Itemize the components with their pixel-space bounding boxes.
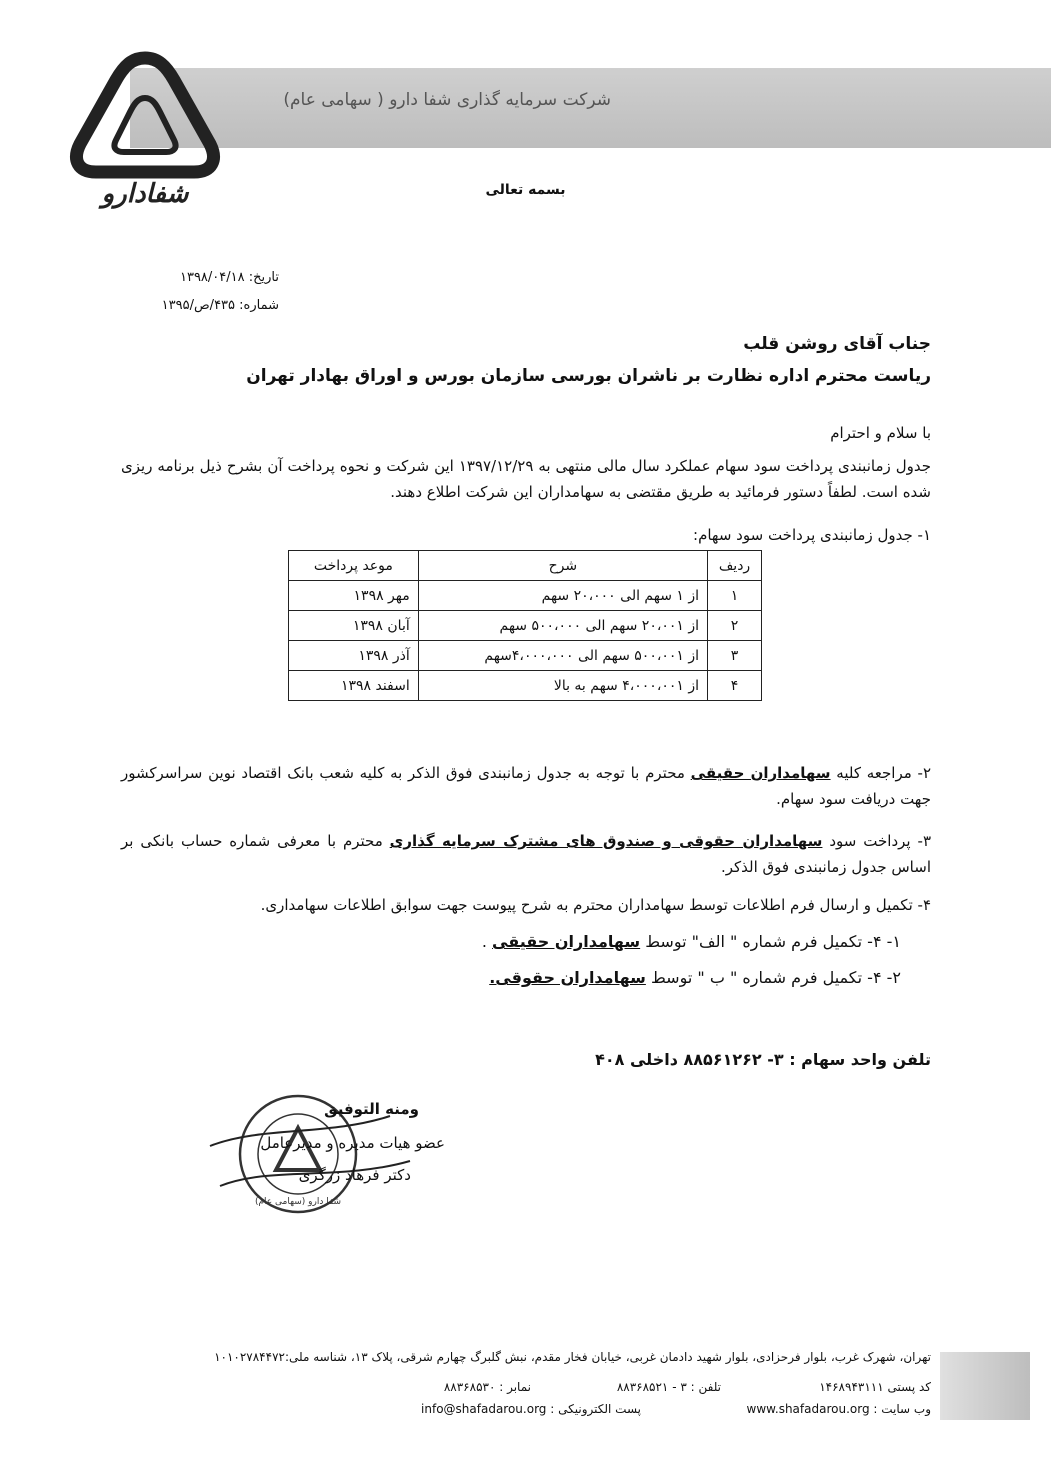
item-2 bbox=[121, 760, 931, 812]
item-3 bbox=[121, 828, 931, 880]
item-4-1-end: . bbox=[481, 932, 493, 951]
item-4-2-text: ۲- ۴- تکمیل فرم شماره " ب " توسط bbox=[645, 968, 901, 987]
number-label: شماره: bbox=[239, 298, 279, 313]
item-3-emphasis: سهامداران حقوقی و صندوق های مشترک سرمایه گذاری bbox=[389, 832, 823, 850]
recipient-name: جناب آقای روشن قلب bbox=[743, 334, 931, 354]
closing-phrase: ومنه التوفيق bbox=[324, 1100, 419, 1118]
table-row bbox=[289, 611, 762, 641]
email-link[interactable]: info@shafadarou.org bbox=[421, 1402, 547, 1416]
row-date: آبان ۱۳۹۸ bbox=[289, 611, 419, 641]
row-description: از ۵۰۰،۰۰۱ سهم الی ۴،۰۰۰،۰۰۰سهم bbox=[418, 641, 707, 671]
item-4-1-emphasis: سهامداران حقیقی bbox=[492, 932, 641, 951]
postal-label: کد پستی bbox=[887, 1380, 931, 1394]
header-description: شرح bbox=[418, 551, 707, 581]
row-date: اسفند ۱۳۹۸ bbox=[289, 671, 419, 701]
email-label: پست الکترونیکی : bbox=[550, 1402, 641, 1416]
website-link[interactable]: www.shafadarou.org bbox=[746, 1402, 870, 1416]
footer-postal bbox=[819, 1380, 931, 1394]
row-description: از ۴،۰۰۰،۰۰۱ سهم به بالا bbox=[418, 671, 707, 701]
item-4-2-emphasis: سهامداران حقوقی. bbox=[489, 968, 646, 987]
signatory-name: دکتر فرهاد زرگری bbox=[298, 1166, 411, 1184]
row-date: مهر ۱۳۹۸ bbox=[289, 581, 419, 611]
row-num: ۱ bbox=[708, 581, 762, 611]
row-description: از ۲۰،۰۰۱ سهم الی ۵۰۰،۰۰۰ سهم bbox=[418, 611, 707, 641]
intro-paragraph: جدول زمانبندی پرداخت سود سهام عملکرد سال مالی منتهی به ۱۳۹۷/۱۲/۲۹ این شرکت و نحوه پرداخت آن بشرح ذیل برنامه ریزی شده است. لطفاً دستور فرمائید به طریق مقتضی به سهامداران این شرکت اطلاع دهند. bbox=[121, 457, 931, 501]
table-row bbox=[289, 641, 762, 671]
item-4-1-text: ۱- ۴- تکمیل فرم شماره " الف" توسط bbox=[640, 932, 901, 951]
dividend-schedule-table bbox=[288, 550, 762, 701]
row-num: ۲ bbox=[708, 611, 762, 641]
footer-address: تهران، شهرک غرب، بلوار فرحزادی، بلوار شهید دادمان غربی، خیابان فخار مقدم، نبش گلبرگ چهارم شرقی، پلاک ۱۳، شناسه ملی:۱۰۱۰۲۷۸۴۴۷۲ bbox=[214, 1350, 931, 1364]
item-2-emphasis: سهامداران حقیقی bbox=[690, 764, 831, 782]
postal-value: ۱۴۶۸۹۴۳۱۱۱ bbox=[819, 1380, 884, 1394]
footer-website bbox=[747, 1402, 931, 1416]
phone-value: ۳ - ۸۸۳۶۸۵۲۱ bbox=[616, 1380, 687, 1394]
fax-label: نمابر : bbox=[499, 1380, 531, 1394]
item-3-text: ۳- پرداخت سود bbox=[822, 832, 931, 850]
item-4-1 bbox=[482, 932, 901, 951]
date-value: ۱۳۹۸/۰۴/۱۸ bbox=[179, 270, 245, 285]
signatory-title: عضو هیات مدیره و مدیرعامل bbox=[260, 1134, 445, 1152]
logo-text: شفادارو bbox=[101, 179, 189, 209]
row-num: ۴ bbox=[708, 671, 762, 701]
phone-label: تلفن : bbox=[690, 1380, 721, 1394]
footer-phone bbox=[617, 1380, 721, 1394]
item-2-text-rest: محترم با توجه به جدول زمانبندی فوق الذکر به کلیه شعب بانک اقتصاد نوین سراسرکشور جهت دریافت سود سهام. bbox=[121, 764, 931, 808]
table-row bbox=[289, 671, 762, 701]
greeting: با سلام و احترام bbox=[830, 424, 931, 442]
table-row bbox=[289, 581, 762, 611]
row-date: آذر ۱۳۹۸ bbox=[289, 641, 419, 671]
item-2-text: ۲- مراجعه کلیه bbox=[830, 764, 931, 782]
table-header-row bbox=[289, 551, 762, 581]
date-label: تاریخ: bbox=[248, 270, 279, 285]
shares-unit-phone: تلفن واحد سهام : ۳- ۸۸۵۶۱۲۶۲ داخلی ۴۰۸ bbox=[595, 1050, 931, 1069]
header-row-num: ردیف bbox=[708, 551, 762, 581]
number-value: ۴۳۵/ص/۱۳۹۵ bbox=[161, 298, 236, 313]
bismillah: بسمه تعالی bbox=[485, 182, 566, 198]
footer-fax bbox=[444, 1380, 531, 1394]
stamp-text: شفا دارو (سهامی عام) bbox=[254, 1197, 342, 1207]
fax-value: ۸۸۳۶۸۵۳۰ bbox=[443, 1380, 496, 1394]
item-3-text-rest: محترم با معرفی شماره حساب بانکی بر اساس جدول زمانبندی فوق الذکر. bbox=[121, 832, 931, 876]
item-4-2 bbox=[489, 968, 901, 987]
recipient-title: ریاست محترم اداره نظارت بر ناشران بورسی سازمان بورس و اوراق بهادار تهران bbox=[246, 366, 931, 386]
number-line bbox=[162, 298, 279, 313]
footer-band bbox=[940, 1352, 1030, 1420]
company-name: شرکت سرمایه گذاری شفا دارو ( سهامی عام) bbox=[283, 90, 611, 110]
date-line bbox=[180, 270, 279, 285]
table-caption: ۱- جدول زمانبندی پرداخت سود سهام: bbox=[693, 526, 931, 544]
website-label: وب سایت : bbox=[873, 1402, 931, 1416]
row-description: از ۱ سهم الی ۲۰،۰۰۰ سهم bbox=[418, 581, 707, 611]
row-num: ۳ bbox=[708, 641, 762, 671]
item-4: ۴- تکمیل و ارسال فرم اطلاعات توسط سهامداران محترم به شرح پیوست جهت سوابق اطلاعات سهامداری. bbox=[260, 896, 931, 914]
footer-email bbox=[421, 1402, 641, 1416]
header-payment-date: موعد پرداخت bbox=[289, 551, 419, 581]
